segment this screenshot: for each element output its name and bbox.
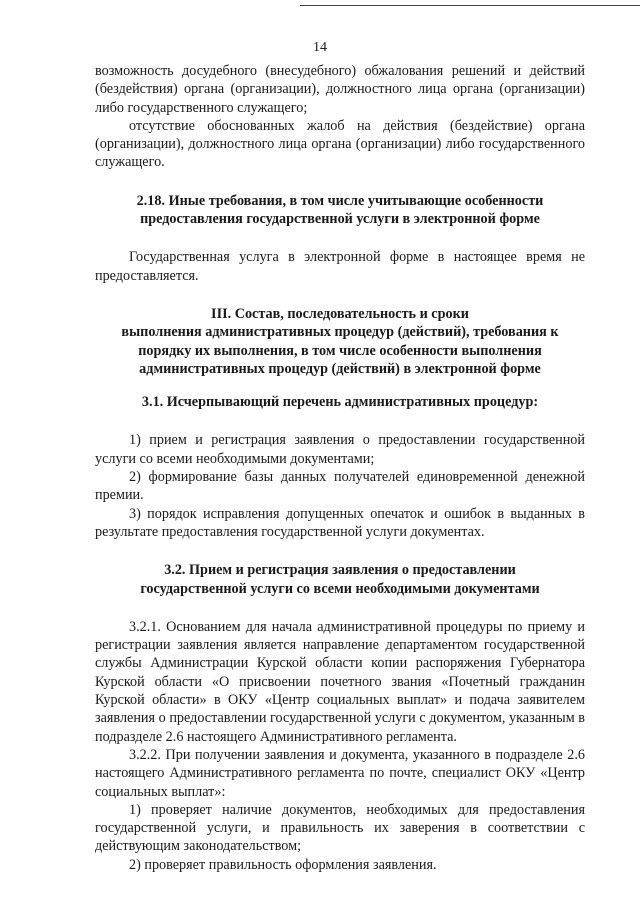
- paragraph-electronic-form: Государственная услуга в электронной форме в настоящее время не предоставляется.: [95, 249, 585, 284]
- heading-section-3-line2: выполнения административных процедур (действий), требования к: [121, 324, 559, 341]
- list-item: 1) проверяет наличие документов, необходимых для предоставления государственной услуги, и правильность их заверения в соответствии с действующим законодательством;: [95, 801, 585, 855]
- list-item: 1) прием и регистрация заявления о предоставлении государственной услуги со всеми необходимыми документами;: [95, 432, 585, 467]
- page-number: 14: [313, 40, 327, 55]
- paragraph-appeal-possibility: возможность досудебного (внесудебного) обжалования решений и действий (бездействия) органа (организации), должностного лица органа (организации) либо государственного служащего;: [95, 63, 585, 116]
- heading-2-18: [95, 192, 585, 229]
- heading-3-1: 3.1. Исчерпывающий перечень административных процедур:: [141, 394, 539, 411]
- heading-2-18-line1: 2.18. Иные требования, в том числе учитывающие особенности: [136, 192, 544, 209]
- list-item: 2) проверяет правильность оформления заявления.: [129, 856, 437, 873]
- paragraph-no-complaints: отсутствие обоснованных жалоб на действия (бездействие) органа (организации), должностного лица органа (организации) либо государственного служащего.: [95, 117, 585, 171]
- paragraph-3-2-1: 3.2.1. Основанием для начала административной процедуры по приему и регистрации заявления является направление департаментом государственной службы Администрации Курской области копии распоряжения Губернатора Курской области «О присвоении почетного звания «Почетный гражданин Курской области» в ОКУ «Центр социальных выплат» и подача заявителем заявления о предоставлении государственной услуги с документом, указанным в подразделе 2.6 настоящего Административного регламента.: [95, 618, 585, 745]
- heading-section-3-line3: порядку их выполнения, в том числе особенности выполнения: [138, 342, 542, 359]
- heading-2-18-line2: предоставления государственной услуги в электронной форме: [140, 211, 540, 228]
- list-item: 2) формирование базы данных получателей единовременной денежной премии.: [95, 469, 585, 504]
- procedures-list: [95, 431, 585, 541]
- document-body: [95, 62, 585, 874]
- list-item: 3) порядок исправления допущенных опечаток и ошибок в выданных в результате предоставления государственной услуги документах.: [95, 505, 585, 540]
- heading-section-3: [95, 305, 585, 378]
- top-rule: [300, 5, 640, 6]
- heading-section-3-line4: административных процедур (действий) в электронной форме: [139, 360, 541, 377]
- heading-3-2-line1: 3.2. Прием и регистрация заявления о предоставлении: [164, 562, 516, 579]
- heading-3-2: [95, 561, 585, 598]
- heading-section-3-line1: III. Состав, последовательность и сроки: [211, 305, 469, 322]
- heading-3-2-line2: государственной услуги со всеми необходимыми документами: [140, 580, 540, 597]
- paragraph-3-2-2: 3.2.2. При получении заявления и документа, указанного в подразделе 2.6 настоящего Административного регламента по почте, специалист ОКУ «Центр социальных выплат»:: [95, 746, 585, 800]
